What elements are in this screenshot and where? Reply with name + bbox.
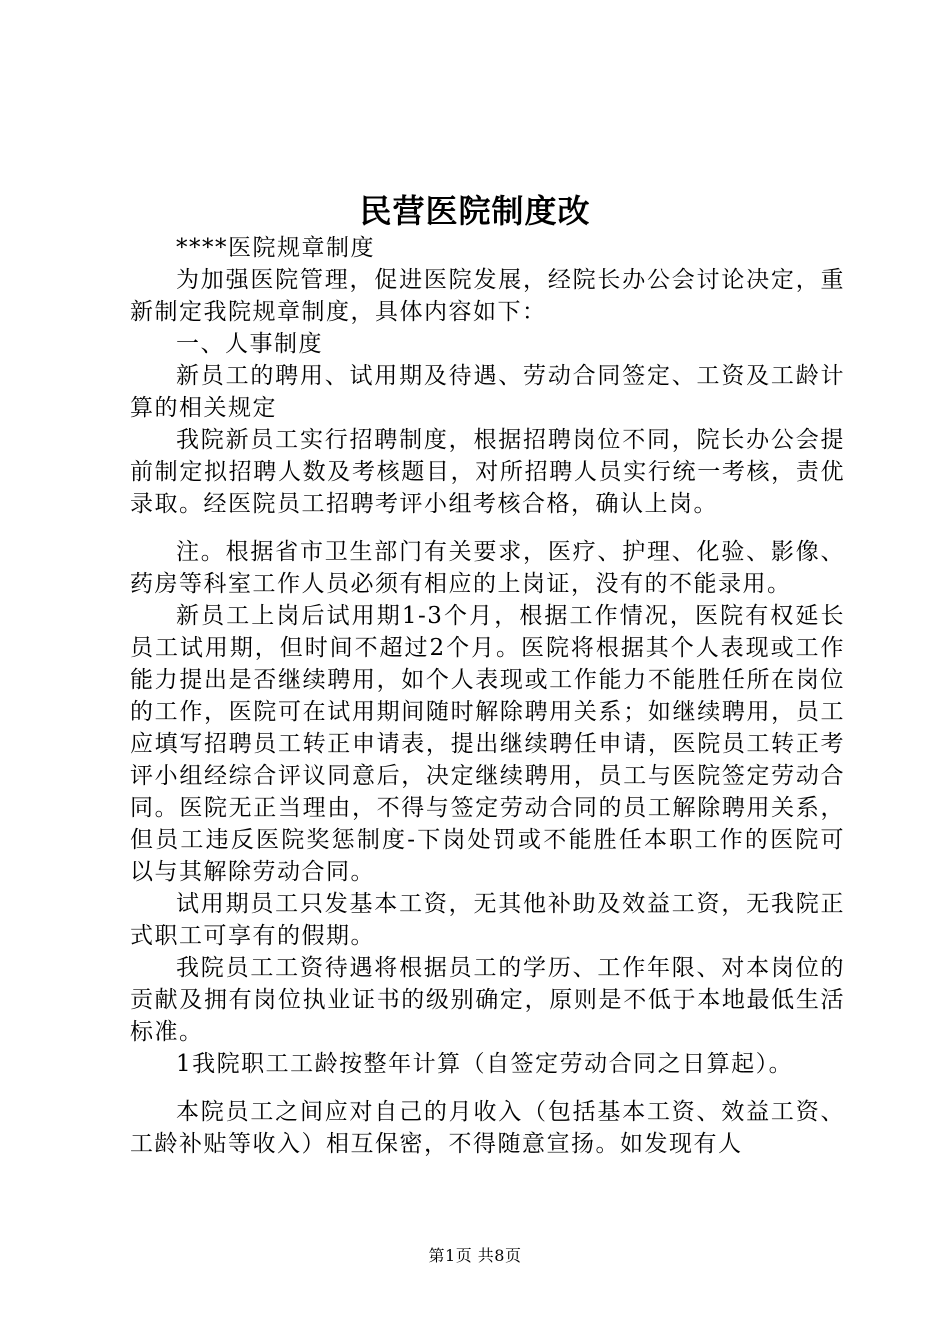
paragraph-probation: 新员工上岗后试用期1-3个月，根据工作情况，医院有权延长员工试用期，但时间不超过2个月。医院将根据其个人表现或工作能力提出是否继续聘用，如个人表现或工作能力不能胜任所在岗位的工作，医院可在试用期间随时解除聘用关系；如继续聘用，员工应填写招聘员工转正申请表，提出继续聘任申请，医院员工转正考评小组经综合评议同意后，决定继续聘用，员工与医院签定劳动合同。医院无正当理由，不得与签定劳动合同的员工解除聘用关系，但员工违反医院奖惩制度-下岗处罚或不能胜任本职工作的医院可以与其解除劳动合同。 xyxy=(130,603,845,885)
page-footer: 第1页 共8页 xyxy=(428,1246,522,1265)
paragraph-confidentiality: 本院员工之间应对自己的月收入（包括基本工资、效益工资、工龄补贴等收入）相互保密，不得随意宣扬。如发现有人 xyxy=(130,1099,845,1157)
section-heading: 一、人事制度 xyxy=(176,331,323,357)
paragraph-seniority: 1我院职工工龄按整年计算（自签定劳动合同之日算起）。 xyxy=(176,1051,794,1077)
paragraph-note: 注。根据省市卫生部门有关要求，医疗、护理、化验、影像、药房等科室工作人员必须有相应的上岗证，没有的不能录用。 xyxy=(130,539,845,597)
document-body xyxy=(130,232,845,1160)
document-title: 民营医院制度改 xyxy=(359,192,591,230)
paragraph-intro: 为加强医院管理，促进医院发展，经院长办公会讨论决定，重新制定我院规章制度，具体内容如下： xyxy=(130,267,845,325)
paragraph-salary: 我院员工工资待遇将根据员工的学历、工作年限、对本岗位的贡献及拥有岗位执业证书的级别确定，原则是不低于本地最低生活标准。 xyxy=(130,955,845,1045)
paragraph-recruitment: 我院新员工实行招聘制度，根据招聘岗位不同，院长办公会提前制定拟招聘人数及考核题目，对所招聘人员实行统一考核，责优录取。经医院员工招聘考评小组考核合格，确认上岗。 xyxy=(130,427,845,517)
paragraph-probation-pay: 试用期员工只发基本工资，无其他补助及效益工资，无我院正式职工可享有的假期。 xyxy=(130,891,845,949)
paragraph-subheading: 新员工的聘用、试用期及待遇、劳动合同签定、工资及工龄计算的相关规定 xyxy=(130,363,845,421)
paragraph-heading: ****医院规章制度 xyxy=(176,235,375,261)
